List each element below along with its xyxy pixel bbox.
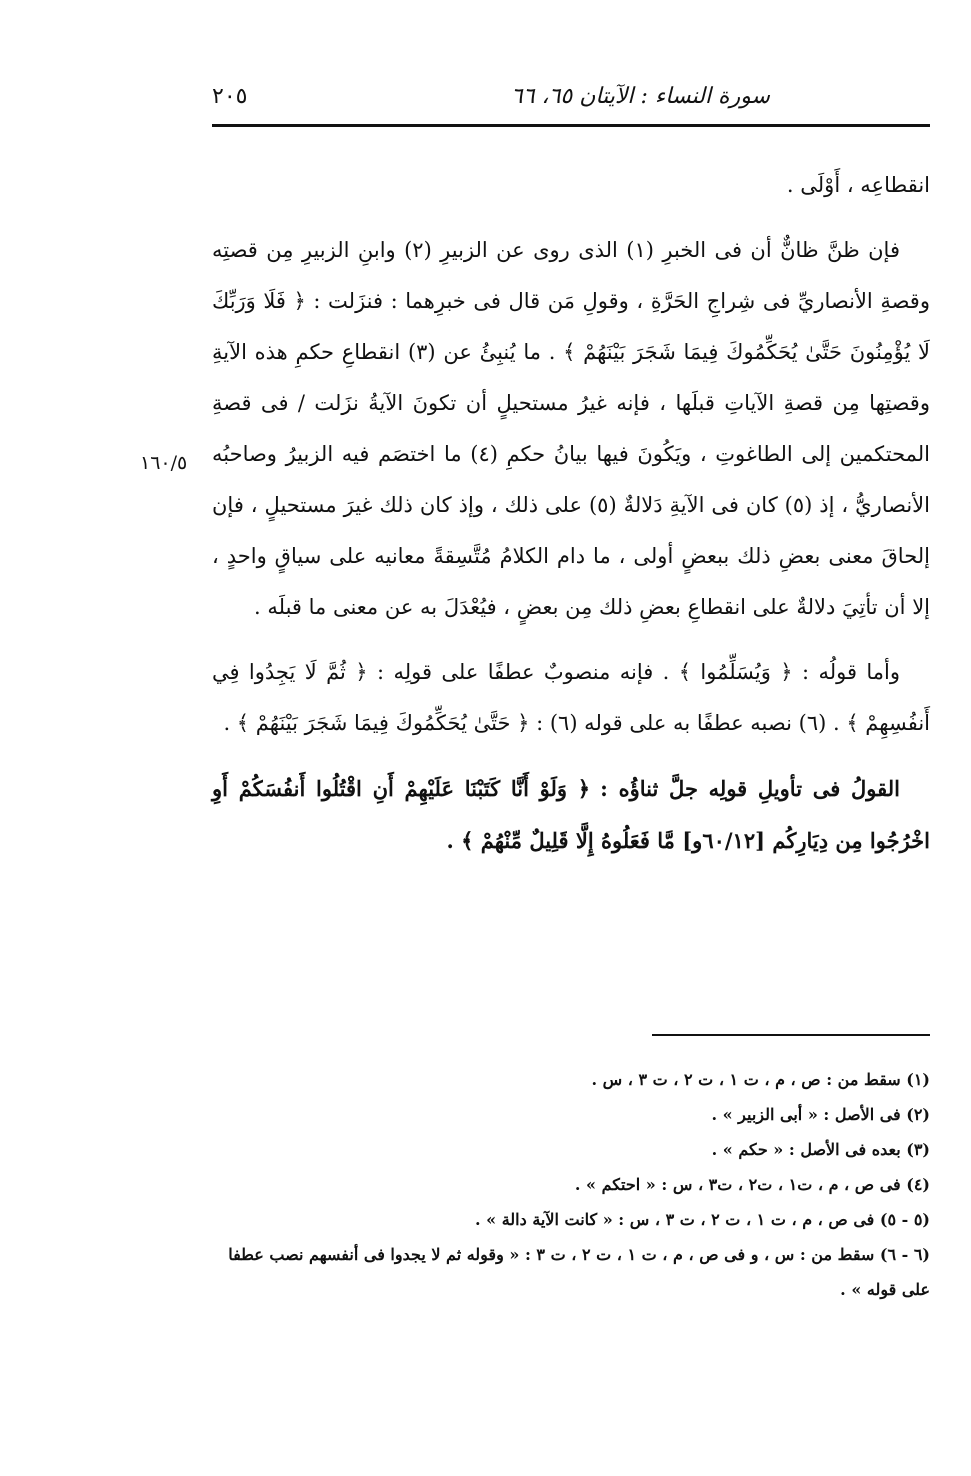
margin-folio-note: ١٦٠/٥ [140, 452, 188, 474]
page-number: ٢٠٥ [212, 84, 248, 109]
header-rule [212, 124, 930, 127]
surah-title: سورة النساء : الآيتان ٦٥، ٦٦ [510, 84, 770, 109]
main-text [212, 160, 930, 881]
footnote: (٥ - ٥) فى ص ، م ، ت ١ ، ت ٢ ، ت ٣ ، س : « كانت الآية دالة » . [475, 1210, 930, 1229]
footnotes [212, 1062, 930, 1307]
quran-verse: ﴿ وَلَوْ أَنَّا كَتَبْنَا عَلَيْهِمْ أَنِ اقْتُلُوا أَنفُسَكُمْ أَوِ اخْرُجُوا مِن دِيَارِكُم [٦٠/١٢و] مَّا فَعَلُوهُ إِلَّا قَلِيلٌ مِّنْهُمْ ﴾ . [212, 776, 930, 853]
footnote: (٤) فى ص ، م ، ت١ ، ت٢ ، ت٣ ، س : « احتكم » . [574, 1175, 930, 1194]
paragraph: وأما قولُه : ﴿ وَيُسَلِّمُوا ﴾ . فإنه منصوبٌ عطفًا على قولِه : ﴿ ثُمَّ لَا يَجِدُوا فِي أَنفُسِهِمْ ﴾ . (٦) نصبه عطفًا به على قوله (٦) : ﴿ حَتَّىٰ يُحَكِّمُوكَ فِيمَا شَجَرَ بَيْنَهُمْ ﴾ . [212, 660, 930, 735]
footnote-rule [652, 1034, 930, 1036]
footnote: (٦ - ٦) سقط من : س ، و فى ص ، م ، ت ١ ، ت ٢ ، ت ٣ : « وقوله ثم لا يجدوا فى أنفسهم نصب عطفا على قوله » . [228, 1245, 930, 1299]
paragraph: انقطاعِه ، أَوْلَى . [786, 173, 930, 197]
heading-lead: القولُ فى تأويلِ قولِه جلَّ ثناؤُه : [600, 776, 900, 801]
paragraph: فإن ظنَّ ظانٌّ أن فى الخبرِ (١) الذى روى عن الزبيرِ (٢) وابنِ الزبيرِ مِن قصتِه وقصةِ الأنصاريِّ فى شِراجِ الحَرَّةِ ، وقولِ مَن قال فى خبرِهما : فنزَلت : ﴿ فَلَا وَرَبِّكَ لَا يُؤْمِنُونَ حَتَّىٰ يُحَكِّمُوكَ فِيمَا شَجَرَ بَيْنَهُمْ ﴾ . ما يُنبِئُ عن (٣) انقطاعِ حكمِ هذه الآيةِ وقصتِها مِن قصةِ الآياتِ قبلَها ، فإنه غيرُ مستحيلٍ أن تكونَ الآيةُ نزَلت / فى قصةِ المحتكمين إلى الطاغوتِ ، ويَكُونَ فيها بيانُ حكمِ (٤) ما اختصَم فيه الزبيرُ وصاحبُه الأنصاريُّ ، إذ (٥) كان فى الآيةِ دَلالةٌ (٥) على ذلك ، وإذ كان ذلك غيرَ مستحيلٍ ، فإن إلحاقَ معنى بعضِ ذلك ببعضٍ أولى ، ما دام الكلامُ مُتَّسِقةً معانيه على سياقٍ واحدٍ ، إلا أن تأتِيَ دلالةٌ على انقطاعِ بعضِ ذلك مِن بعضٍ ، فيُعْدَلَ به عن معنى ما قبلَه . [212, 238, 930, 619]
footnote: (٣) بعده فى الأصل : « حكم » . [711, 1140, 930, 1159]
page-header [212, 78, 930, 118]
footnote: (١) سقط من : ص ، م ، ت ١ ، ت ٢ ، ت ٣ ، س . [591, 1070, 930, 1089]
section-heading [212, 763, 930, 867]
footnote: (٢) فى الأصل : « أبى الزبير » . [711, 1105, 930, 1124]
